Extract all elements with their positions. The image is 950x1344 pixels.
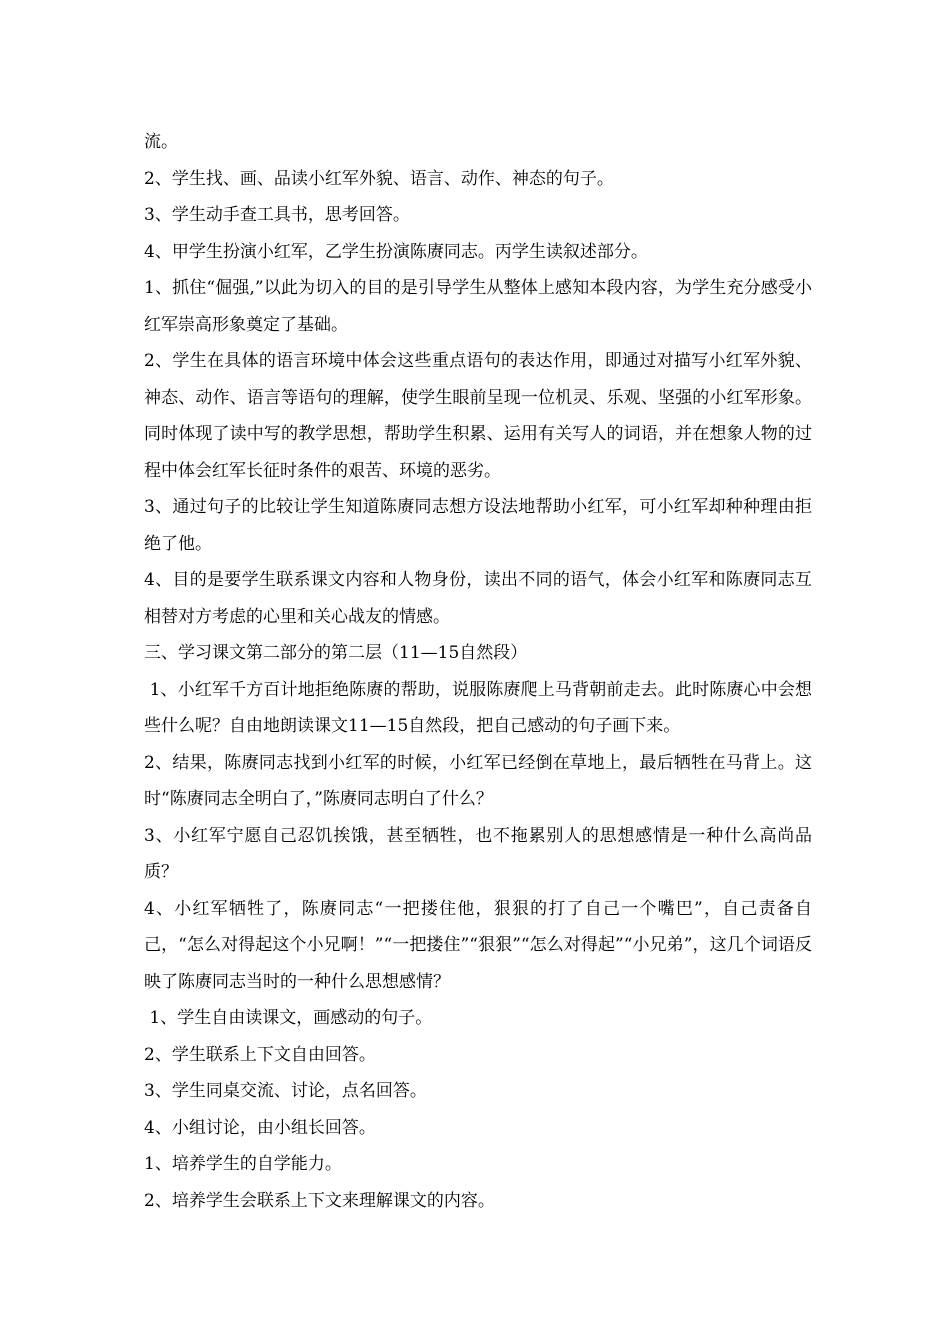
paragraph-6: 2、学生在具体的语言环境中体会这些重点语句的表达作用，即通过对描写小红军外貌、神态、动作、语言等语句的理解，使学生眼前呈现一位机灵、乐观、坚强的小红军形象。同时体现了读中写的教学思想，帮助学生积累、运用有关写人的词语，并在想象人物的过程中体会红军长征时条件的艰苦、环境的恶劣。 (144, 351, 812, 481)
paragraph-11: 2、结果，陈赓同志找到小红军的时候，小红军已经倒在草地上，最后牺牲在马背上。这时“陈赓同志全明白了，”陈赓同志明白了什么？ (144, 752, 812, 809)
paragraph-16: 3、学生同桌交流、讨论，点名回答。 (144, 1081, 427, 1101)
paragraph-7: 3、通过句子的比较让学生知道陈赓同志想方设法地帮助小红军，可小红军却种种理由拒绝了他。 (144, 497, 812, 554)
paragraph-14: 1、学生自由读课文，画感动的句子。 (144, 1008, 433, 1028)
paragraph-19: 2、培养学生会联系上下文来理解课文的内容。 (144, 1190, 495, 1211)
paragraph-1: 流。 (144, 132, 178, 152)
paragraph-4: 4、甲学生扮演小红军，乙学生扮演陈赓同志。丙学生读叙述部分。 (144, 241, 648, 262)
section-heading: 三、学习课文第二部分的第二层（11—15自然段） (144, 643, 528, 663)
paragraph-15: 2、学生联系上下文自由回答。 (144, 1044, 376, 1065)
paragraph-5: 1、抓住“倔强,”以此为切入的目的是引导学生从整体上感知本段内容，为学生充分感受小红军崇高形象奠定了基础。 (144, 278, 812, 335)
paragraph-2: 2、学生找、画、品读小红军外貌、语言、动作、神态的句子。 (144, 168, 614, 189)
paragraph-18: 1、培养学生的自学能力。 (144, 1154, 342, 1174)
paragraph-3: 3、学生动手查工具书，思考回答。 (144, 205, 410, 225)
paragraph-17: 4、小组讨论，由小组长回答。 (144, 1117, 376, 1138)
paragraph-13: 4、小红军牺牲了，陈赓同志“一把搂住他，狠狠的打了自己一个嘴巴”，自己责备自己，“怎么对得起这个小兄啊！”“一把搂住”“狠狠”“怎么对得起”“小兄弟”，这几个词语反映了陈赓同志当时的一种什么思想感情？ (144, 898, 812, 992)
paragraph-8: 4、目的是要学生联系课文内容和人物身份，读出不同的语气，体会小红军和陈赓同志互相替对方考虑的心里和关心战友的情感。 (144, 570, 812, 627)
document-body (144, 124, 812, 1219)
paragraph-12: 3、小红军宁愿自己忍饥挨饿，甚至牺牲，也不拖累别人的思想感情是一种什么高尚品质？ (144, 825, 812, 882)
paragraph-10: 1、小红军千方百计地拒绝陈赓的帮助，说服陈赓爬上马背朝前走去。此时陈赓心中会想些什么呢？自由地朗读课文11—15自然段，把自己感动的句子画下来。 (144, 679, 812, 736)
